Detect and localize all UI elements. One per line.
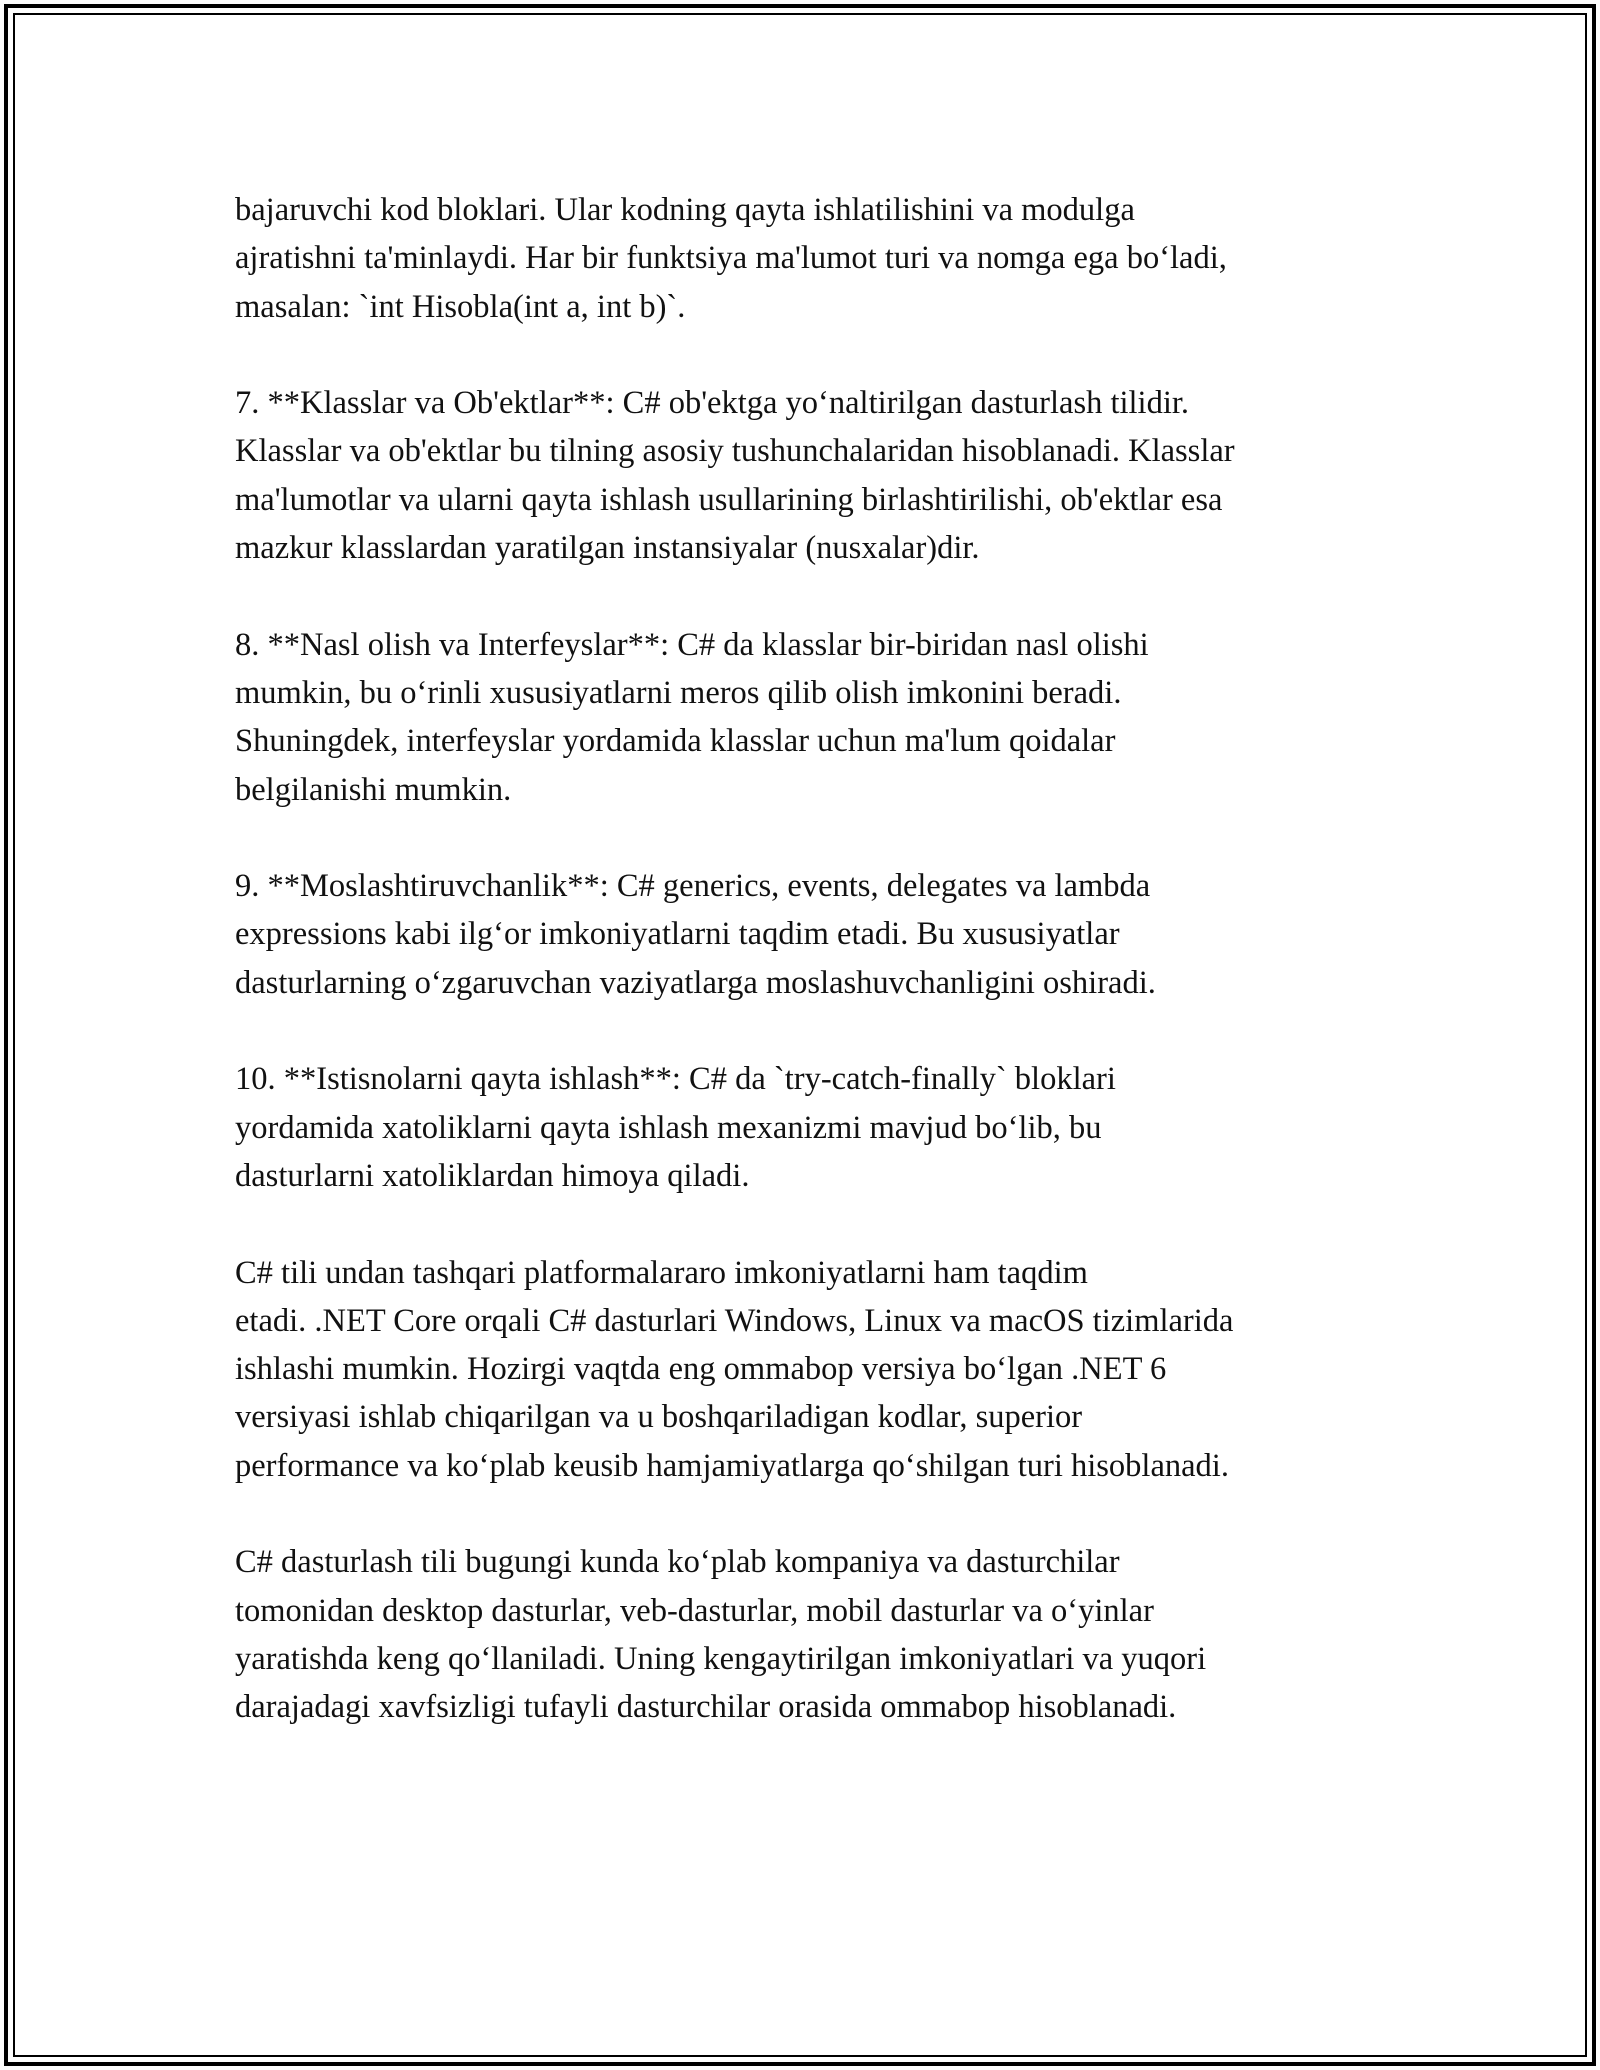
document-body [235, 186, 1395, 1780]
text-line: yaratishda keng qo‘llaniladi. Uning kengaytirilgan imkoniyatlari va yuqori [235, 1640, 1207, 1677]
paragraph-exception-handling [235, 1055, 1395, 1200]
text-line: 10. **Istisnolarni qayta ishlash**: C# da `try-catch-finally` bloklari [235, 1061, 1116, 1098]
text-line: expressions kabi ilg‘or imkoniyatlarni taqdim etadi. Bu xususiyatlar [235, 916, 1120, 953]
text-line: 8. **Nasl olish va Interfeyslar**: C# da klasslar bir-biridan nasl olishi [235, 626, 1149, 663]
text-line: performance va ko‘plab keusib hamjamiyatlarga qo‘shilgan turi hisoblanadi. [235, 1447, 1229, 1484]
text-line: darajadagi xavfsizligi tufayli dasturchilar orasida ommabop hisoblanadi. [235, 1689, 1177, 1726]
paragraph-functions-continued [235, 186, 1395, 331]
paragraph-inheritance-interfaces [235, 621, 1395, 814]
text-line: mazkur klasslardan yaratilgan instansiyalar (nusxalar)dir. [235, 530, 980, 567]
paragraph-cross-platform [235, 1249, 1395, 1490]
paragraph-conclusion [235, 1538, 1395, 1731]
text-line: Shuningdek, interfeyslar yordamida klasslar uchun ma'lum qoidalar [235, 723, 1116, 760]
text-line: bajaruvchi kod bloklari. Ular kodning qayta ishlatilishini va modulga [235, 192, 1135, 228]
text-line: dasturlarni xatoliklardan himoya qiladi. [235, 1157, 750, 1194]
text-line: Klasslar va ob'ektlar bu tilning asosiy tushunchalaridan hisoblanadi. Klasslar [235, 433, 1235, 470]
text-line: 7. **Klasslar va Ob'ektlar**: C# ob'ektga yo‘naltirilgan dasturlash tilidir. [235, 385, 1190, 422]
text-line: C# tili undan tashqari platformalararo imkoniyatlarni ham taqdim [235, 1254, 1088, 1291]
text-line: ma'lumotlar va ularni qayta ishlash usullarining birlashtirilishi, ob'ektlar esa [235, 481, 1223, 518]
text-line: C# dasturlash tili bugungi kunda ko‘plab kompaniya va dasturchilar [235, 1544, 1120, 1581]
text-line: tomonidan desktop dasturlar, veb-dasturlar, mobil dasturlar va o‘yinlar [235, 1592, 1154, 1629]
text-line: dasturlarning o‘zgaruvchan vaziyatlarga moslashuvchanligini oshiradi. [235, 964, 1156, 1001]
text-line: ishlashi mumkin. Hozirgi vaqtda eng ommabop versiya bo‘lgan .NET 6 [235, 1351, 1167, 1388]
text-line: belgilanishi mumkin. [235, 771, 512, 808]
text-line: mumkin, bu o‘rinli xususiyatlarni meros qilib olish imkonini beradi. [235, 674, 1122, 711]
paragraph-flexibility [235, 862, 1395, 1007]
text-line: etadi. .NET Core orqali C# dasturlari Windows, Linux va macOS tizimlarida [235, 1302, 1234, 1339]
text-line: 9. **Moslashtiruvchanlik**: C# generics, events, delegates va lambda [235, 868, 1151, 905]
paragraph-classes-objects [235, 379, 1395, 572]
text-line: masalan: `int Hisobla(int a, int b)`. [235, 288, 686, 325]
text-line: yordamida xatoliklarni qayta ishlash mexanizmi mavjud bo‘lib, bu [235, 1109, 1102, 1146]
text-line: ajratishni ta'minlaydi. Har bir funktsiya ma'lumot turi va nomga ega bo‘ladi, [235, 240, 1227, 277]
text-line: versiyasi ishlab chiqarilgan va u boshqariladigan kodlar, superior [235, 1399, 1083, 1436]
